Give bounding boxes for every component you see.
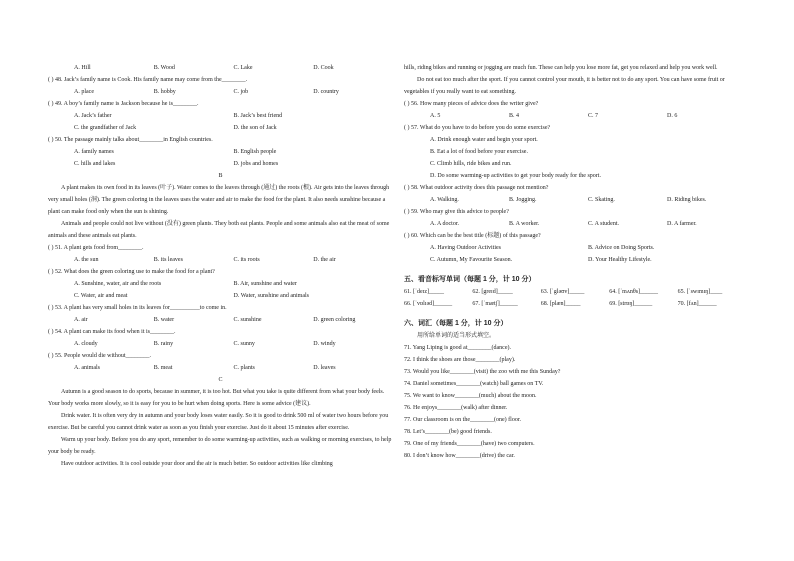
- option: B. Eat a lot of food before your exercise.: [430, 149, 528, 155]
- option: D. Cook: [313, 65, 334, 71]
- option: A. Sunshine, water, air and the roots: [74, 281, 162, 287]
- vocab-item: 74. Daniel sometimes________(watch) ball games on TV.: [404, 381, 544, 387]
- q52-options-cd: [48, 290, 393, 302]
- q47-options: [48, 62, 393, 74]
- phonetic-item: 69. [strɒŋ]______: [609, 301, 653, 307]
- question-53: ( ) 53. A plant has very small holes in its leaves for__________to come in.: [48, 305, 227, 311]
- q59-options: [404, 218, 746, 230]
- option: C. plants: [233, 365, 255, 371]
- question-50: ( ) 50. The passage mainly talks about________in English countries.: [48, 137, 213, 143]
- option: A. air: [74, 317, 88, 323]
- option: C. 7: [588, 113, 599, 119]
- option: A. family names: [74, 149, 114, 155]
- option: D. A farmer.: [667, 221, 697, 227]
- q51-options: [48, 254, 393, 266]
- option: D. Water, sunshine and animals: [233, 293, 309, 299]
- option: B. Advice on Doing Sports.: [588, 245, 655, 251]
- option: B. its leaves: [153, 257, 183, 263]
- q60-options-ab: [404, 242, 746, 254]
- option: C. Skating.: [588, 197, 615, 203]
- q50-options-cd: [48, 158, 393, 170]
- option: A. 5: [430, 113, 441, 119]
- option: B. 4: [509, 113, 520, 119]
- option: B. Jogging.: [509, 197, 537, 203]
- passage-b-label: B: [218, 173, 223, 179]
- passage-c-paragraph: Warm up your body. Before you do any sport, remember to do some warming-up activities, such as walking or morning exercises, to help your body be ready.: [48, 437, 392, 455]
- option: C. the grandfather of Jack: [74, 125, 137, 131]
- vocab-item: 76. He enjoys________(walk) after dinner.: [404, 405, 508, 411]
- passage-c-paragraph: Do not eat too much after the sport. If you cannot control your mouth, it is better not to do any sport. You can have some fruit or vegetables if you really want to eat something.: [404, 77, 725, 95]
- passage-c-paragraph: Have outdoor activities. It is cool outside your door and the air is much better. So outdoor activities like climbing: [61, 461, 333, 467]
- vocab-item: 77. Our classroom is on the________(one) floor.: [404, 417, 521, 423]
- option: C. job: [233, 89, 249, 95]
- passage-c-continued: hills, riding bikes and running or jogging are much fun. These can help you lose more fat, get you relaxed and help you work well.: [404, 65, 718, 71]
- section-5-title: 五、看音标写单词（每题 1 分，计 10 分）: [404, 276, 536, 283]
- vocab-item: 75. We want to know________(much) about the moon.: [404, 393, 537, 399]
- q48-options: [48, 86, 393, 98]
- option: A. A doctor.: [430, 221, 460, 227]
- vocab-item: 73. Would you like________(visit) the zoo with me this Sunday?: [404, 369, 561, 375]
- option: D. windy: [313, 341, 336, 347]
- option: B. Air, sunshine and water: [233, 281, 297, 287]
- question-52: ( ) 52. What does the green coloring use to make the food for a plant?: [48, 269, 215, 275]
- question-48: ( ) 48. Jack’s family name is Cook. His family name may come from the________.: [48, 77, 248, 83]
- option: D. Do some warming-up activities to get your body ready for the sport.: [430, 173, 601, 179]
- option: C. Autumn, My Favourite Season.: [430, 257, 513, 263]
- option: A. Jack’s father: [74, 113, 112, 119]
- phonetic-item: 65. [ˈswɪmɪŋ]____: [677, 289, 723, 295]
- question-55: ( ) 55. People would die without________.: [48, 353, 151, 359]
- vocab-item: 72. I think the shoes are those________(play).: [404, 357, 516, 363]
- option: A. place: [74, 89, 94, 95]
- option: A. the sun: [74, 257, 99, 263]
- section-6-instruction: 用所给单词的适当形式填空。: [417, 333, 496, 339]
- passage-c-paragraph: Autumn is a good season to do sports, because in summer, it is too hot. But what you take is quite different from what your body feels. Your body works more slowly, so it is easy for you to be hurt when doing sports. Here is some advice (建议).: [48, 389, 385, 407]
- q49-options-ab: [48, 110, 393, 122]
- option: C. sunny: [233, 341, 255, 347]
- question-58: ( ) 58. What outdoor activity does this passage not mention?: [404, 185, 549, 191]
- phonetic-item: 64. [ˈmʌnθs]______: [609, 289, 659, 295]
- phonetic-item: 68. [plæn]_____: [540, 301, 581, 307]
- phonetic-item: 62. [greɪd]_____: [472, 289, 513, 295]
- phonetic-item: 66. [ˈvɒlɪəd]______: [404, 301, 453, 307]
- left-column: [48, 62, 393, 470]
- vocab-item: 71. Yang Liping is good at________(dance).: [404, 345, 511, 351]
- vocab-item: 79. One of my friends________(have) two computers.: [404, 441, 535, 447]
- option: D. Riding bikes.: [667, 197, 707, 203]
- q54-options: [48, 338, 393, 350]
- passage-b-paragraph: Animals and people could not live without (没有) green plants. They both eat plants. People and some animals also eat the meat of some animals and these animals eat plants.: [48, 221, 390, 239]
- q55-options: [48, 362, 393, 374]
- option: B. English people: [233, 149, 277, 155]
- option: D. Your Healthy Lifestyle.: [588, 257, 652, 263]
- option: C. Climb hills, ride bikes and run.: [430, 161, 512, 167]
- q53-options: [48, 314, 393, 326]
- option: C. Water, air and meat: [74, 293, 128, 299]
- q58-options: [404, 194, 746, 206]
- option: D. 6: [667, 113, 678, 119]
- phonetic-item: 70. [fʌn]______: [677, 301, 717, 307]
- option: B. meat: [153, 365, 173, 371]
- option: D. jobs and homes: [233, 161, 279, 167]
- option: D. the son of Jack: [233, 125, 277, 131]
- option: B. Jack’s best friend: [233, 113, 283, 119]
- option: B. Wood: [153, 65, 175, 71]
- question-56: ( ) 56. How many pieces of advice does the writer give?: [404, 101, 539, 107]
- q56-options: [404, 110, 746, 122]
- option: C. hills and lakes: [74, 161, 116, 167]
- question-54: ( ) 54. A plant can make its food when it is________.: [48, 329, 176, 335]
- vocab-item: 78. Let’s________(be) good friends.: [404, 429, 492, 435]
- phonetic-item: 61. [ˈdeɪz]_____: [404, 289, 444, 295]
- option: C. A student.: [588, 221, 620, 227]
- option: A. Hill: [74, 65, 91, 71]
- phonetic-item: 67. [ˈmætʃ]______: [472, 301, 518, 307]
- option: B. hobby: [153, 89, 176, 95]
- option: B. water: [153, 317, 175, 323]
- q60-options-cd: [404, 254, 746, 266]
- option: D. the air: [313, 257, 336, 263]
- option: D. leaves: [313, 365, 336, 371]
- question-49: ( ) 49. A boy’s family name is Jackson because he is________.: [48, 101, 199, 107]
- q49-options-cd: [48, 122, 393, 134]
- section-6-title: 六、词汇（每题 1 分，计 10 分）: [404, 320, 508, 327]
- q52-options-ab: [48, 278, 393, 290]
- passage-b-paragraph: A plant makes its own food in its leaves (叶子). Water comes to the leaves through (通过) the roots (根). Air gets into the leaves through very small holes (洞). The green coloring in the leaves uses the water and air to make the food for the plant. It also needs sunshine because a plant can make food only when the sun is shining.: [48, 185, 390, 215]
- passage-c-label: C: [218, 377, 223, 383]
- option: D. green coloring: [313, 317, 356, 323]
- option: B. A worker.: [509, 221, 540, 227]
- right-column: [404, 62, 746, 462]
- phonetic-grid: [404, 286, 746, 310]
- option: C. sunshine: [233, 317, 262, 323]
- question-59: ( ) 59. Who may give this advice to people?: [404, 209, 509, 215]
- option: B. rainy: [153, 341, 174, 347]
- option: A. Walking.: [430, 197, 459, 203]
- option: A. cloudy: [74, 341, 98, 347]
- vocab-item: 80. I don’t know how________(drive) the car.: [404, 453, 515, 459]
- option: C. Lake: [233, 65, 253, 71]
- option: D. country: [313, 89, 339, 95]
- option: A. animals: [74, 365, 100, 371]
- question-57: ( ) 57. What do you have to do before you do some exercise?: [404, 125, 551, 131]
- question-60: ( ) 60. Which can be the best title (标题) of this passage?: [404, 233, 541, 239]
- phonetic-item: 63. [ˈgləʊv]_____: [540, 289, 585, 295]
- passage-c-paragraph: Drink water. It is often very dry in autumn and your body loses water easily. So it is good to drink 500 ml of water two hours before you exercise. But be careful you cannot drink water as soon as you finish your exercise. Just do it about 15 minutes after exercise.: [48, 413, 389, 431]
- option: A. Having Outdoor Activities: [430, 245, 501, 251]
- q50-options-ab: [48, 146, 393, 158]
- option: C. its roots: [233, 257, 260, 263]
- option: A. Drink enough water and begin your sport.: [430, 137, 538, 143]
- question-51: ( ) 51. A plant gets food from________.: [48, 245, 144, 251]
